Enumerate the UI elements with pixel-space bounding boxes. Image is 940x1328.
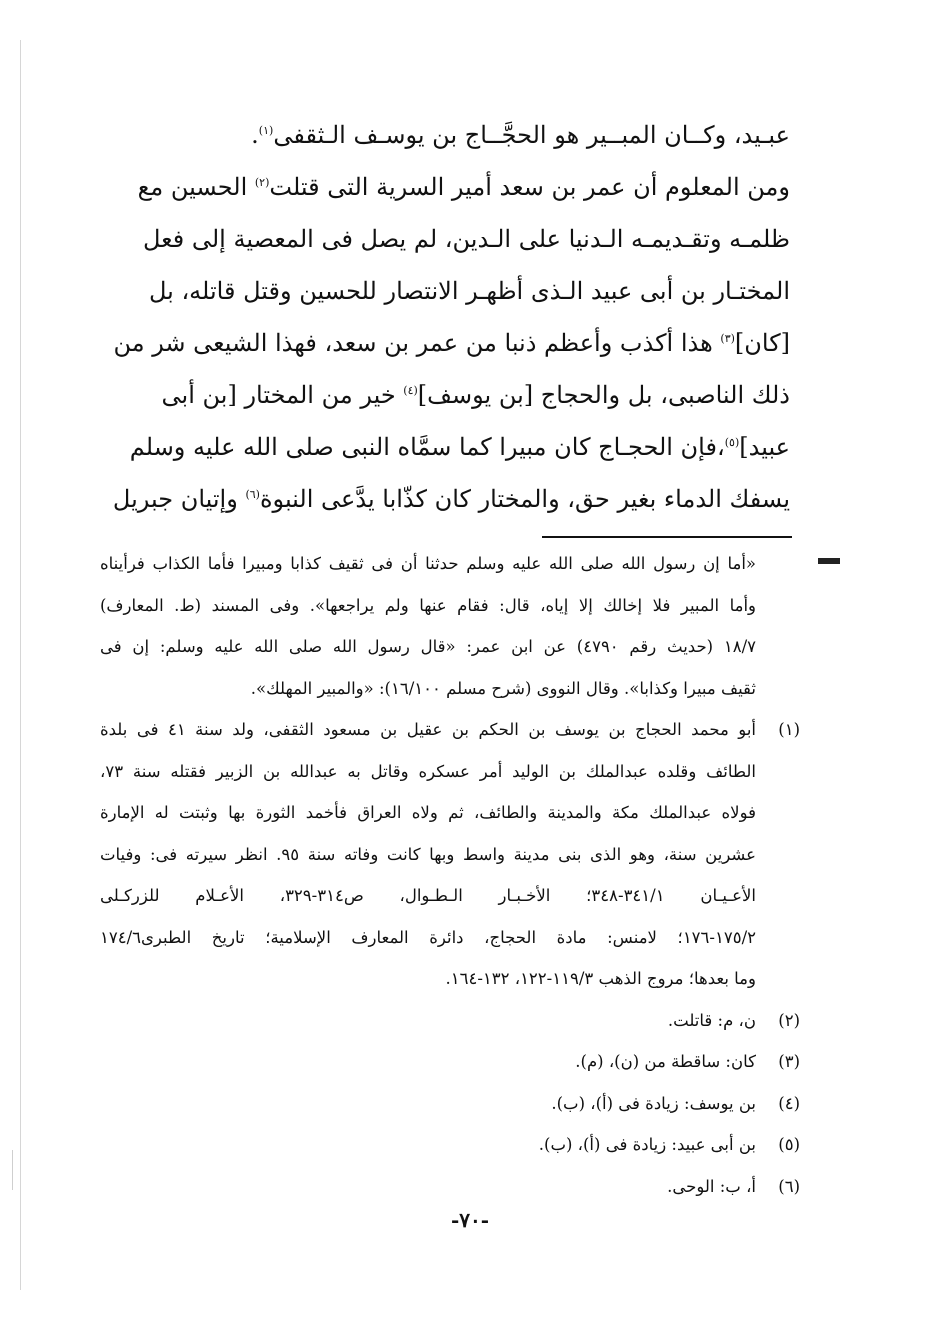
line-tail: الحسين مع — [137, 173, 255, 201]
main-line — [100, 474, 790, 526]
main-text — [100, 110, 790, 526]
footnote-line: ثقيف مبيرا وكذابا». وقال النووى (شرح مسلم ١٦/١٠٠): «والمبير المهلك». — [250, 678, 756, 698]
footnote-line: ١٧٥/٢-١٧٦؛ لامنس: مادة الحجاج، دائرة المعارف الإسلامية؛ تاريخ الطبرى١٧٤/٦ — [100, 927, 756, 947]
line-text: يسفك الدماء بغير حق، والمختار كان كذّابا يدَّعى النبوة — [259, 485, 790, 513]
footnote-line: كان: ساقطة من (ن)، (م). — [575, 1052, 756, 1071]
footnote-line: ن، م: قاتلت. — [667, 1010, 756, 1030]
main-line — [100, 318, 790, 370]
line-text: [كان] — [734, 329, 790, 357]
scan-edge-mark — [12, 1150, 13, 1190]
line-tail: هذا أكذب وأعظم ذنبا من عمر بن سعد، فهذا الشيعى شر من — [113, 329, 721, 357]
footnote-line: فولاه عبدالملك مكة والمدينة والطائف، ثم ولاه العراق فأخمد الثورة بها وثبتت له الإمارة — [100, 803, 756, 822]
line-text: ظلمـه وتقـديمـه الـدنيا على الـدين، لم يصل فى المعصية إلى فعل — [142, 225, 790, 253]
footnote-line: أبو محمد الحجاج بن يوسف بن الحكم بن عقيل بن مسعود الثقفى، ولد سنة ٤١ فى بلدة — [100, 720, 756, 739]
footnote-number: (٥) — [778, 1135, 800, 1154]
line-text: ومن المعلوم أن عمر بن سعد أمير السرية التى قتلت — [269, 173, 790, 201]
footnote-line: «أما إن رسول الله صلى الله عليه وسلم حدثنا أن فى ثقيف كذابا ومبيرا فأما الكذاب فرأيناه — [100, 554, 756, 573]
footnote-line: بن يوسف: زيادة فى (أ)، (ب). — [551, 1093, 756, 1113]
main-line — [100, 162, 790, 214]
main-line — [100, 214, 790, 266]
footnote-line: عشرين سنة، وهو الذى بنى مدينة واسط وبها كانت وفاته سنة ٩٥. انظر سيرته فى: وفيات — [100, 844, 756, 864]
footnote-ref[interactable]: (٥) — [724, 436, 740, 449]
line-text: عبـيد، وكــان المبــير هو الحجَّــاج بن يوسـف الـثقفى — [273, 121, 790, 149]
main-line — [100, 370, 790, 422]
scan-edge-line — [20, 40, 21, 1290]
footnote-number: (٢) — [778, 1010, 800, 1030]
footnote-line: الطائف وقلده عبدالملك بن الوليد أمر عسكره وقاتل به عبدالله بن الزبير فقتله سنة ٧٣، — [100, 761, 756, 781]
footnote-4 — [100, 1083, 800, 1125]
line-tail: خير من المختار [بن أبى — [161, 381, 404, 409]
line-text: المختـار بن أبى عبيد الـذى أظهـر الانتصار للحسين وقتل قاتله، بل — [148, 277, 790, 305]
footnote-line: ١٨/٧ (حديث رقم ٤٧٩٠) عن ابن عمر: «قال رسول الله صلى الله عليه وسلم: إن فى — [100, 637, 756, 656]
main-line — [100, 422, 790, 474]
footnote-ref[interactable]: (١) — [258, 124, 274, 137]
footnote-number: (٣) — [778, 1052, 800, 1071]
footnote-5 — [100, 1124, 800, 1166]
footnote-line: وأما المبير فلا إخالك إلا إياه، قال: فقام عنها ولم يراجعها». وفى المسند (ط. المعارف) — [100, 595, 756, 615]
line-text: عبيد] — [739, 433, 790, 461]
footnote-ref[interactable]: (٦) — [245, 488, 260, 501]
margin-mark — [818, 558, 840, 564]
footnote-ref[interactable]: (٢) — [254, 176, 270, 189]
footnote-number: (٦) — [778, 1176, 800, 1196]
line-tail: . — [251, 121, 259, 149]
footnote-line: وما بعدها؛ مروج الذهب ١١٩/٣-١٢٢، ١٣٢-١٦٤. — [445, 969, 756, 988]
footnote-line: أ، ب: الوحى. — [667, 1176, 756, 1196]
footnotes — [100, 543, 800, 1207]
footnote-ref[interactable]: (٤) — [403, 384, 418, 397]
main-line — [100, 110, 790, 162]
line-text: ذلك الناصبى، بل والحجاج [بن يوسف] — [417, 381, 790, 409]
footnote-separator — [542, 536, 792, 538]
footnote-2 — [100, 1000, 800, 1042]
footnote-3 — [100, 1041, 800, 1083]
main-line — [100, 266, 790, 318]
line-tail: ،فإن الحجـاج كان مبيرا كما سمَّاه النبى صلى الله عليه وسلم — [129, 433, 725, 461]
footnote-number: (١) — [778, 720, 800, 739]
page-number: -٧٠- — [450, 1208, 490, 1232]
footnote-number: (٤) — [778, 1093, 800, 1113]
footnote-continuation — [100, 543, 800, 709]
footnote-1 — [100, 709, 800, 1000]
footnote-line: الأعـيـان ٣٤١/١-٣٤٨؛ الأخـبـار الـطـوال، ص٣١٤-٣٢٩، الأعـلام للزركـلى — [100, 886, 756, 905]
footnote-line: بن أبى عبيد: زيادة فى (أ)، (ب). — [538, 1135, 756, 1154]
line-tail: وإتيان جبريل — [112, 485, 246, 513]
footnote-ref[interactable]: (٣) — [720, 332, 735, 345]
footnote-6 — [100, 1166, 800, 1208]
